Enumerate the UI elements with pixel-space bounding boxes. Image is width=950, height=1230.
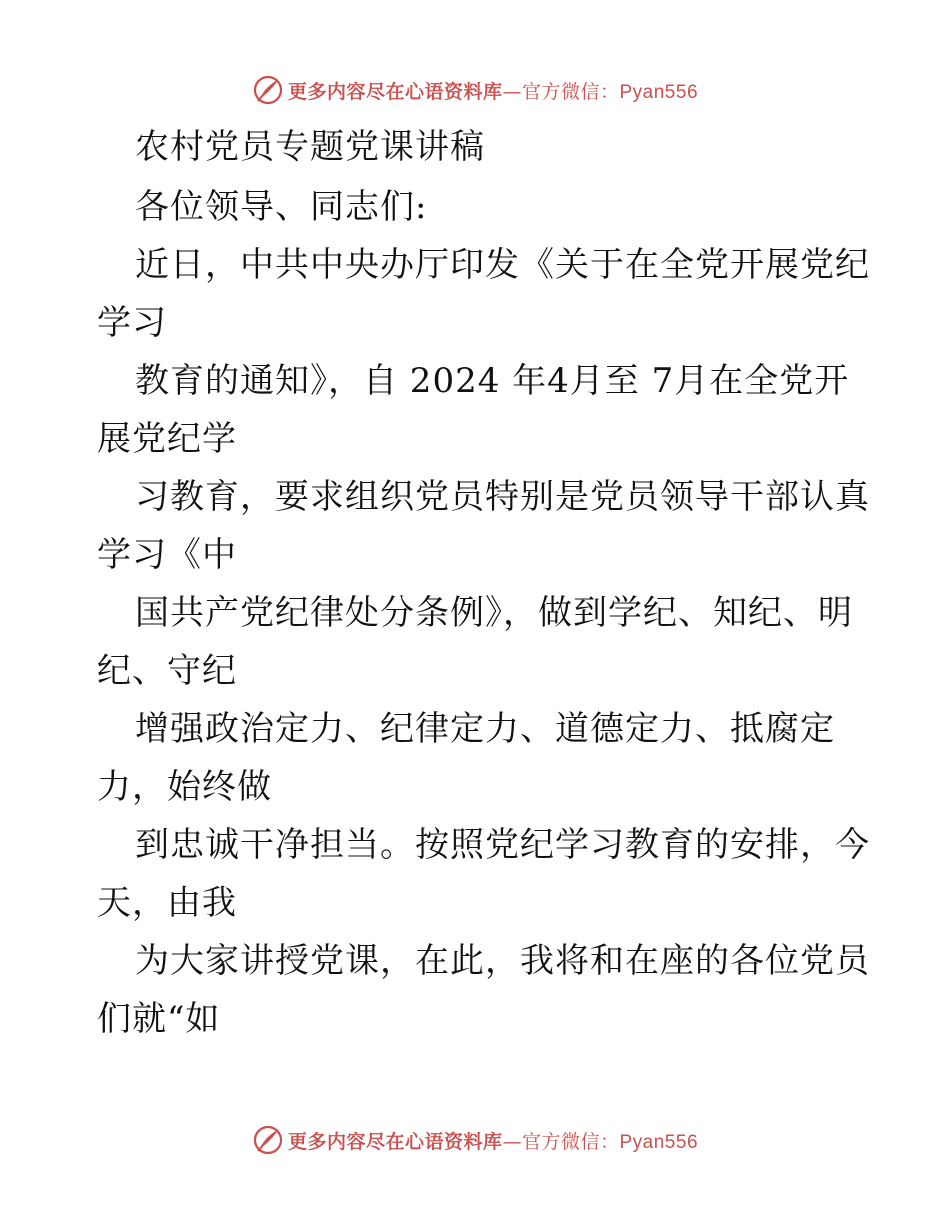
- watermark-wechat-id: Pyan556: [619, 81, 699, 103]
- watermark-wechat-label: 官方微信：: [521, 1130, 620, 1153]
- watermark-brand: [252, 1124, 698, 1156]
- watermark-text: [288, 1127, 698, 1154]
- body-line: 国共产党纪律处分条例》，做到学纪、知纪、明: [135, 593, 853, 633]
- watermark-text: [288, 77, 698, 104]
- body-line: 增强政治定力、纪律定力、道德定力、抵腐定: [135, 709, 835, 749]
- quill-pen-logo-icon: [252, 74, 284, 106]
- body-line: 教育的通知》，自 2024 年4月至 7月在全党开: [135, 361, 850, 401]
- body-line: 学习《中: [97, 535, 237, 575]
- quill-pen-logo-icon: [252, 1124, 284, 1156]
- watermark-separator: —: [502, 1130, 522, 1153]
- footer-watermark: [0, 1120, 950, 1160]
- document-title: 农村党员专题党课讲稿: [135, 127, 485, 167]
- watermark-site-name: 更多内容尽在心语资料库: [287, 80, 503, 103]
- body-line: 纪、守纪: [97, 651, 237, 691]
- salutation: 各位领导、同志们:: [135, 187, 428, 227]
- watermark-site-name: 更多内容尽在心语资料库: [287, 1130, 503, 1153]
- body-line: 近日，中共中央办厅印发《关于在全党开展党纪: [135, 245, 870, 285]
- watermark-wechat-id: Pyan556: [619, 1131, 699, 1153]
- watermark-brand: [252, 74, 698, 106]
- body-line: 展党纪学: [97, 419, 237, 459]
- header-watermark: [0, 70, 950, 110]
- body-line: 为大家讲授党课，在此，我将和在座的各位党员: [135, 941, 870, 981]
- watermark-wechat-label: 官方微信：: [521, 80, 620, 103]
- body-line: 到忠诚干净担当。按照党纪学习教育的安排，今: [135, 825, 870, 865]
- body-line: 学习: [97, 303, 167, 343]
- body-line: 力，始终做: [97, 767, 272, 807]
- watermark-separator: —: [502, 80, 522, 103]
- body-line: 天，由我: [97, 883, 237, 923]
- body-line: 们就“如: [97, 999, 221, 1039]
- body-line: 习教育，要求组织党员特别是党员领导干部认真: [135, 477, 870, 517]
